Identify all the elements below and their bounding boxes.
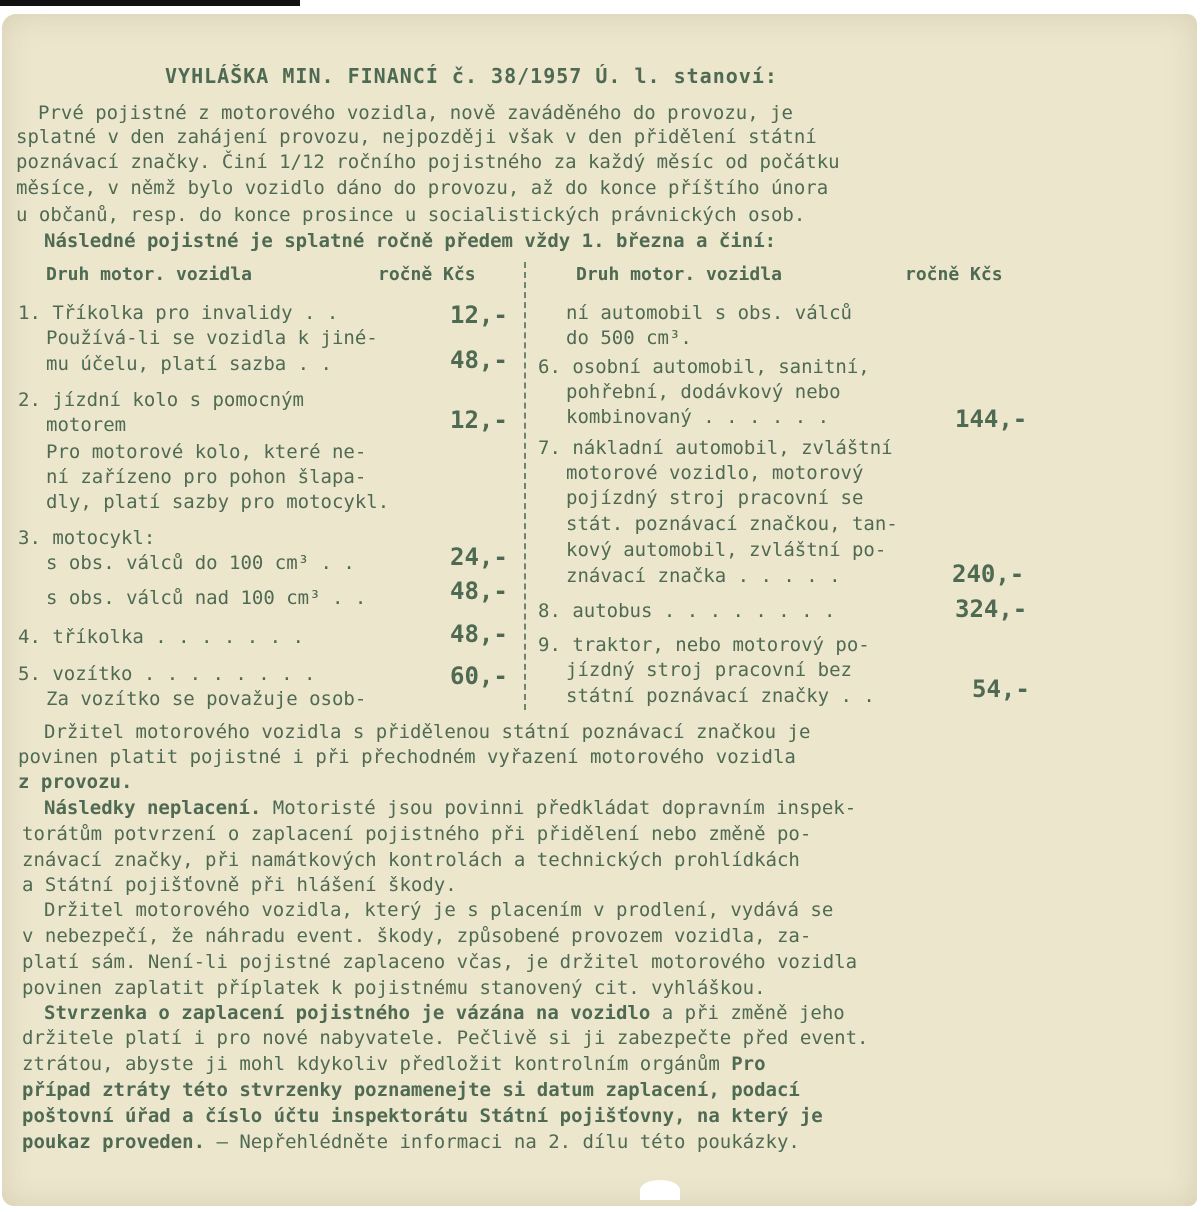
table-price: 54,- (972, 675, 1030, 703)
table-price: 12,- (450, 406, 508, 434)
column-header-type-right: Druh motor. vozidla (576, 264, 782, 285)
decree-heading: VYHLÁŠKA MIN. FINANCÍ č. 38/1957 Ú. l. stanoví: (165, 64, 778, 88)
table-price: 48,- (450, 346, 508, 374)
table-line: 4. tříkolka . . . . . . . (18, 626, 304, 648)
table-line: Za vozítko se považuje osob- (46, 688, 367, 710)
consequences-line: a Státní pojišťovně při hlášení škody. (22, 874, 457, 896)
intro-line: Prvé pojistné z motorového vozidla, nově zaváděného do provozu, je (38, 102, 793, 124)
receipt-bold: poukaz proveden. (22, 1131, 206, 1153)
column-divider (524, 262, 527, 710)
table-line: Pro motorové kolo, které ne- (46, 441, 367, 463)
table-line: motorem (46, 414, 127, 436)
table-line: pojízdný stroj pracovní se (566, 487, 864, 509)
table-price: 144,- (955, 405, 1028, 433)
table-price: 60,- (450, 662, 508, 690)
receipt-text: a při změně jeho (650, 1002, 845, 1024)
consequences-line: znávací značky, při namátkových kontrolách a technických prohlídkách (22, 849, 800, 871)
table-price: 12,- (450, 301, 508, 329)
table-line: státní poznávací značky . . (566, 685, 875, 707)
consequences-line: torátům potvrzení o zaplacení pojistného při přidělení nebo změně po- (22, 823, 812, 845)
table-price: 48,- (450, 577, 508, 605)
table-line: pohřební, dodávkový nebo (566, 381, 841, 403)
intro-line: měsíce, v němž bylo vozidlo dáno do provozu, až do konce příštího února (16, 177, 829, 199)
table-line: dly, platí sazby pro motocykl. (46, 491, 390, 513)
receipt-line (44, 1001, 845, 1025)
receipt-bold: Pro (719, 1053, 766, 1075)
table-line: 6. osobní automobil, sanitní, (538, 356, 870, 378)
receipt-line (22, 1052, 766, 1076)
receipt-lead: Stvrzenka o zaplacení pojistného je vázána na vozidlo (44, 1002, 651, 1024)
holder-line: povinen platit pojistné i při přechodném vyřazení motorového vozidla (18, 746, 796, 768)
consequences-text: Motoristé jsou povinni předkládat dopravním inspek- (261, 797, 857, 819)
table-price: 48,- (450, 620, 508, 648)
table-line: 9. traktor, nebo motorový po- (538, 634, 870, 656)
receipt-tail: — Nepřehlédněte informaci na 2. dílu této poukázky. (205, 1131, 800, 1153)
holder-line: Držitel motorového vozidla s přidělenou státní poznávací značkou je (44, 721, 811, 743)
table-line: 5. vozítko . . . . . . . . (18, 663, 316, 685)
table-line: kombinovaný . . . . . . (566, 406, 830, 428)
table-price: 24,- (450, 543, 508, 571)
table-price: 240,- (952, 560, 1025, 588)
consequences-line (44, 796, 856, 820)
table-line: 3. motocykl: (18, 527, 156, 549)
receipt-text: ztrátou, abyste ji mohl kdykoliv předložit kontrolním orgánům (22, 1053, 720, 1075)
table-line: kový automobil, zvláštní po- (566, 539, 887, 561)
table-line: Používá-li se vozidla k jiné- (46, 327, 378, 349)
intro-line: splatné v den zahájení provozu, nejpozději však v den přidělení státní (16, 126, 817, 148)
receipt-bold-line: poštovní úřad a číslo účtu inspektorátu Státní pojišťovny, na který je (22, 1105, 823, 1127)
delay-line: Držitel motorového vozidla, který je s placením v prodlení, vydává se (44, 899, 834, 921)
consequences-lead: Následky neplacení. (44, 797, 262, 819)
table-line: ní automobil s obs. válců (566, 302, 852, 324)
table-line: stát. poznávací značkou, tan- (566, 513, 898, 535)
table-line: do 500 cm³. (566, 327, 692, 349)
intro-line: poznávací značky. Činí 1/12 ročního pojistného za každý měsíc od počátku (16, 151, 840, 173)
table-line: 2. jízdní kolo s pomocným (18, 389, 304, 411)
perforation-notch (640, 1180, 680, 1200)
receipt-line (22, 1130, 800, 1154)
table-line: motorové vozidlo, motorový (566, 462, 864, 484)
delay-line: platí sám. Není-li pojistné zaplaceno včas, je držitel motorového vozidla (22, 951, 858, 973)
column-header-type: Druh motor. vozidla (46, 264, 252, 285)
intro-line: u občanů, resp. do konce prosince u socialistických právnických osob. (16, 204, 806, 226)
table-line: ní zařízeno pro pohon šlapa- (46, 466, 367, 488)
annual-line: Následné pojistné je splatné ročně předem vždy 1. března a činí: (44, 230, 777, 252)
delay-line: v nebezpečí, že náhradu event. škody, způsobené provozem vozidla, za- (22, 925, 812, 947)
table-line: 8. autobus . . . . . . . . (538, 600, 836, 622)
delay-line: povinen zaplatit příplatek k pojistnému stanovený cit. vyhláškou. (22, 977, 766, 999)
scan-edge (0, 0, 300, 6)
table-line: mu účelu, platí sazba . . (46, 353, 332, 375)
receipt-line: držitele platí i pro nové nabyvatele. Pečlivě si ji zabezpečte před event. (22, 1027, 869, 1049)
column-header-price: ročně Kčs (378, 264, 476, 285)
table-price: 324,- (955, 595, 1028, 623)
table-line: 1. Tříkolka pro invalidy . . (18, 302, 339, 324)
holder-line: z provozu. (18, 771, 133, 793)
table-line: 7. nákladní automobil, zvláštní (538, 437, 893, 459)
table-line: znávací značka . . . . . (566, 565, 841, 587)
column-header-price-right: ročně Kčs (905, 264, 1003, 285)
table-line: jízdný stroj pracovní bez (566, 659, 852, 681)
table-line: s obs. válců nad 100 cm³ . . (46, 587, 367, 609)
table-line: s obs. válců do 100 cm³ . . (46, 552, 355, 574)
receipt-bold-line: případ ztráty této stvrzenky poznamenejte si datum zaplacení, podací (22, 1079, 800, 1101)
